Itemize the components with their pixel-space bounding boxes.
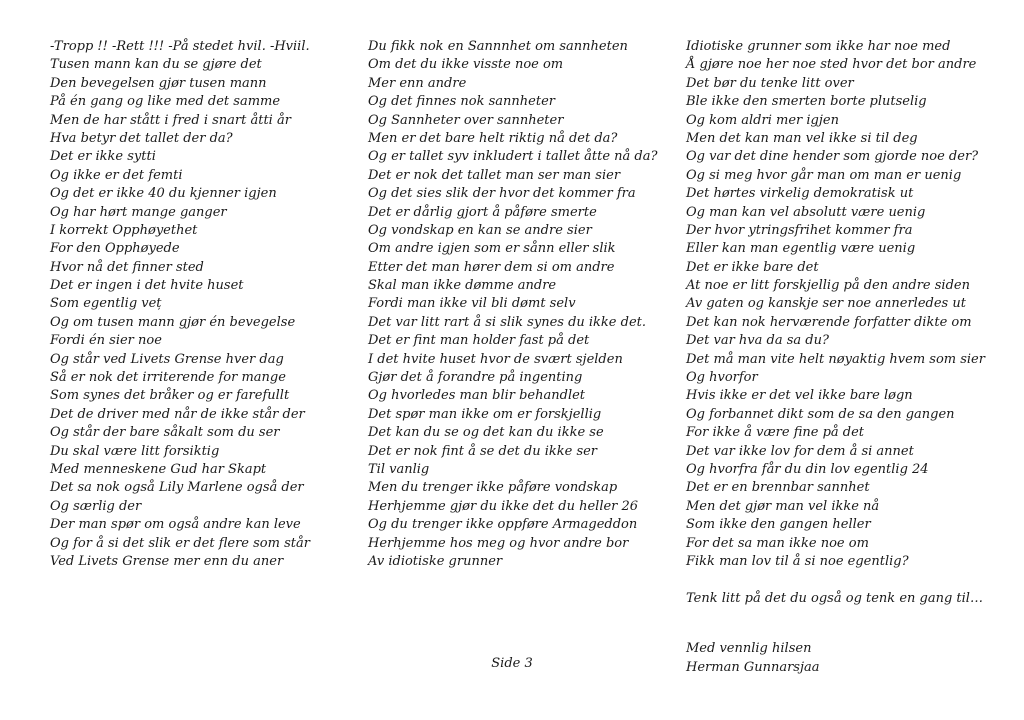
poem-line: Det er en brennbar sannhet bbox=[686, 480, 870, 496]
poem-line: Det sa nok også Lily Marlene også der bbox=[50, 480, 304, 496]
poem-line: At noe er litt forskjellig på den andre siden bbox=[686, 278, 970, 294]
poem-line: Og du trenger ikke oppføre Armageddon bbox=[368, 517, 638, 533]
poem-line: Det kan du se og det kan du ikke se bbox=[368, 425, 604, 441]
poem-line: Mer enn andre bbox=[368, 75, 467, 91]
poem-line: Det er ikke sytti bbox=[50, 149, 156, 165]
poem-line: Men er det bare helt riktig nå det da? bbox=[368, 130, 618, 146]
poem-column-3 bbox=[686, 38, 1006, 677]
poem-line: Det er dårlig gjort å påføre smerte bbox=[368, 204, 597, 220]
poem-line: Skal man ikke dømme andre bbox=[368, 278, 557, 294]
poem-line: Og det er ikke 40 du kjenner igjen bbox=[50, 186, 277, 202]
poem-line: Det var ikke lov for dem å si annet bbox=[686, 443, 914, 459]
poem-line: Herhjemme hos meg og hvor andre bor bbox=[368, 535, 629, 551]
poem-column-3-lines bbox=[686, 38, 1006, 571]
poem-line: Og særlig der bbox=[50, 498, 142, 514]
poem-line: Hvis ikke er det vel ikke bare løgn bbox=[686, 388, 913, 404]
poem-line: Fordi én sier noe bbox=[50, 333, 162, 349]
poem-line: Det må man vite helt nøyaktig hvem som sier bbox=[686, 351, 985, 367]
poem-line: I det hvite huset hvor de svært sjelden bbox=[368, 351, 623, 367]
poem-line: Fordi man ikke vil bli dømt selv bbox=[368, 296, 576, 312]
poem-line: Eller kan man egentlig være uenig bbox=[686, 241, 916, 257]
closing-line: Tenk litt på det du også og tenk en gang til… bbox=[686, 590, 983, 606]
poem-line: Det kan nok herværende forfatter dikte om bbox=[686, 314, 972, 330]
poem-line: Idiotiske grunner som ikke har noe med bbox=[686, 39, 951, 54]
poem-line: Om andre igjen som er sånn eller slik bbox=[368, 241, 616, 257]
poem-line: Og Sannheter over sannheter bbox=[368, 112, 564, 128]
poem-line: Og er tallet syv inkludert i tallet åtte nå da? bbox=[368, 149, 658, 165]
poem-line: Av gaten og kanskje ser noe annerledes ut bbox=[686, 296, 966, 312]
signature-name: Herman Gunnarsjaa bbox=[686, 659, 820, 675]
poem-line: Gjør det å forandre på ingenting bbox=[368, 370, 583, 386]
poem-line: Og hvorfra får du din lov egentlig 24 bbox=[686, 461, 929, 477]
poem-line: Og det finnes nok sannheter bbox=[368, 94, 555, 110]
poem-line: I korrekt Opphøyethet bbox=[50, 222, 198, 238]
poem-line: Og står ved Livets Grense hver dag bbox=[50, 351, 284, 367]
poem-line: Og står der bare såkalt som du ser bbox=[50, 425, 280, 441]
poem-line: Det var litt rart å si slik synes du ikke det. bbox=[368, 314, 647, 330]
poem-line: Ble ikke den smerten borte plutselig bbox=[686, 94, 927, 110]
poem-line: Hvor nå det finner sted bbox=[50, 259, 204, 275]
poem-line: Og var det dine hender som gjorde noe der? bbox=[686, 149, 979, 165]
poem-line: Det bør du tenke litt over bbox=[686, 75, 854, 91]
poem-line: Fikk man lov til å si noe egentlig? bbox=[686, 553, 909, 569]
poem-line: Men du trenger ikke påføre vondskap bbox=[368, 480, 618, 496]
poem-line: Og har hørt mange ganger bbox=[50, 204, 227, 220]
poem-line: Det de driver med når de ikke står der bbox=[50, 406, 305, 422]
poem-line: Og hvorledes man blir behandlet bbox=[368, 388, 586, 404]
page-number bbox=[0, 656, 1024, 671]
poem-line: Og man kan vel absolutt være uenig bbox=[686, 204, 926, 220]
poem-line: -Tropp !! -Rett !!! -På stedet hvil. -Hviil. bbox=[50, 39, 310, 54]
signature-gap bbox=[686, 608, 1006, 640]
poem-line: Etter det man hører dem si om andre bbox=[368, 259, 615, 275]
poem-line: Det spør man ikke om er forskjellig bbox=[368, 406, 602, 422]
poem-line: Der hvor ytringsfrihet kommer fra bbox=[686, 222, 913, 238]
poem-line: Det er nok fint å se det du ikke ser bbox=[368, 443, 598, 459]
poem-line: For ikke å være fine på det bbox=[686, 425, 865, 441]
poem-line: På én gang og like med det samme bbox=[50, 94, 281, 110]
poem-line: Den bevegelsen gjør tusen mann bbox=[50, 75, 267, 91]
poem-column-1 bbox=[50, 38, 350, 571]
signature-greeting: Med vennlig hilsen bbox=[686, 641, 812, 657]
poem-line: Og om tusen mann gjør én bevegelse bbox=[50, 314, 296, 330]
poem-line: Og for å si det slik er det flere som står bbox=[50, 535, 310, 551]
poem-line: Det er ingen i det hvite huset bbox=[50, 278, 244, 294]
poem-line: Å gjøre noe her noe sted hvor det bor andre bbox=[686, 57, 977, 73]
poem-line: Til vanlig bbox=[368, 461, 430, 477]
poem-line: Som egentlig veț bbox=[50, 296, 162, 312]
poem-line: Men det kan man vel ikke si til deg bbox=[686, 130, 918, 146]
poem-line: Og det sies slik der hvor det kommer fra bbox=[368, 186, 636, 202]
poem-line: Der man spør om også andre kan leve bbox=[50, 517, 301, 533]
poem-line: Som synes det bråker og er farefullt bbox=[50, 388, 290, 404]
poem-line: Tusen mann kan du se gjøre det bbox=[50, 57, 262, 73]
poem-line: Om det du ikke visste noe om bbox=[368, 57, 564, 73]
poem-line: Ved Livets Grense mer enn du aner bbox=[50, 553, 284, 569]
poem-line: Og kom aldri mer igjen bbox=[686, 112, 839, 128]
poem-line: Med menneskene Gud har Skapt bbox=[50, 461, 267, 477]
poem-line: Av idiotiske grunner bbox=[368, 553, 503, 569]
poem-line: Og forbannet dikt som de sa den gangen bbox=[686, 406, 955, 422]
poem-line: Og si meg hvor går man om man er uenig bbox=[686, 167, 962, 183]
poem-column-2 bbox=[368, 38, 668, 571]
poem-line: Men det gjør man vel ikke nå bbox=[686, 498, 880, 514]
poem-line: Det er ikke bare det bbox=[686, 259, 819, 275]
poem-line: Herhjemme gjør du ikke det du heller 26 bbox=[368, 498, 639, 514]
poem-line: Så er nok det irriterende for mange bbox=[50, 370, 286, 386]
poem-line: Som ikke den gangen heller bbox=[686, 517, 871, 533]
poem-line: Det hørtes virkelig demokratisk ut bbox=[686, 186, 914, 202]
poem-line: Men de har stått i fred i snart åtti år bbox=[50, 112, 291, 128]
page-number-text: Side 3 bbox=[491, 656, 533, 671]
poem-line: Det er nok det tallet man ser man sier bbox=[368, 167, 621, 183]
stanza-gap bbox=[686, 571, 1006, 589]
poem-line: Du skal være litt forsiktig bbox=[50, 443, 220, 459]
poem-line: Og ikke er det femti bbox=[50, 167, 183, 183]
poem-line: For den Opphøyede bbox=[50, 241, 180, 257]
poem-line: Hva betyr det tallet der da? bbox=[50, 130, 233, 146]
poem-line: Det var hva da sa du? bbox=[686, 333, 829, 349]
poem-line: Det er fint man holder fast på det bbox=[368, 333, 590, 349]
poem-line: Og vondskap en kan se andre sier bbox=[368, 222, 592, 238]
poem-line: Og hvorfor bbox=[686, 370, 758, 386]
poem-line: Du fikk nok en Sannnhet om sannheten bbox=[368, 39, 628, 54]
poem-line: For det sa man ikke noe om bbox=[686, 535, 869, 551]
